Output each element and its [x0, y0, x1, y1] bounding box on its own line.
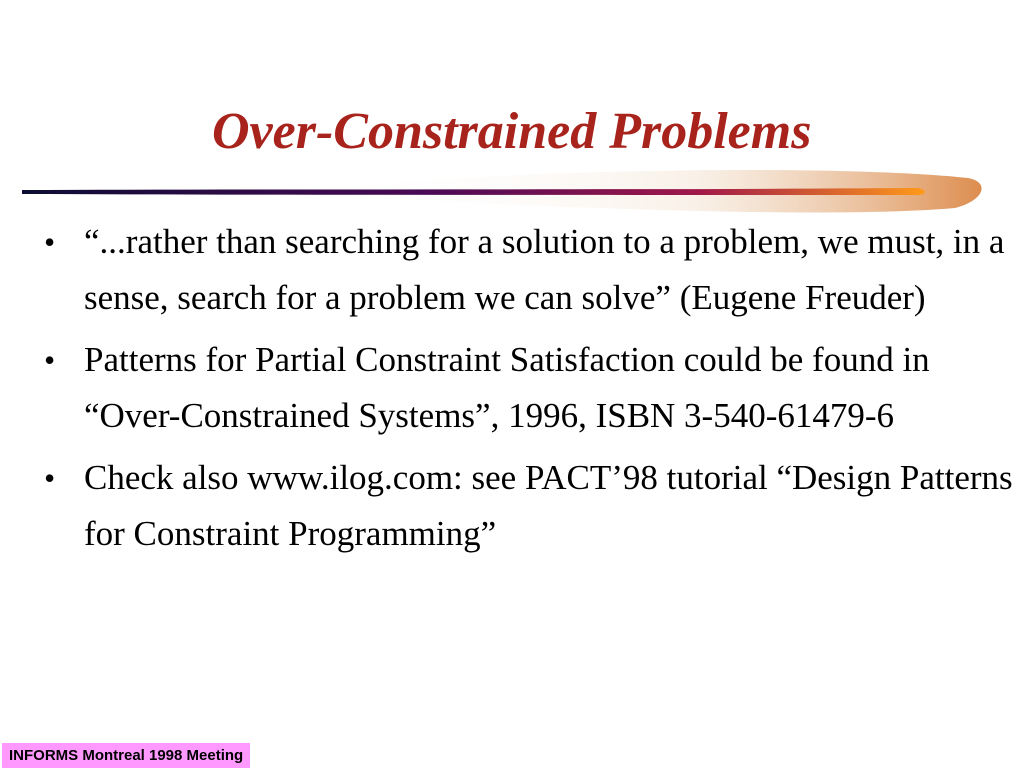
- bullet-text: “...rather than searching for a solution to a problem, we must, in a sense, search for a problem we can solve” (Eugene Freuder): [84, 222, 1005, 317]
- bullet-marker: •: [44, 342, 56, 378]
- bullet-text: Check also www.ilog.com: see PACT’98 tutorial “Design Patterns for Constraint Programming”: [84, 458, 1013, 553]
- bullet-marker: •: [44, 460, 56, 496]
- footer-label: INFORMS Montreal 1998 Meeting: [2, 743, 250, 768]
- bullet-item: [44, 332, 1019, 444]
- bullet-text: Patterns for Partial Constraint Satisfaction could be found in “Over-Constrained Systems”, 1996, ISBN 3-540-61479-6: [84, 340, 930, 435]
- bullet-item: [44, 214, 1019, 326]
- slide-title: Over-Constrained Problems: [212, 103, 812, 160]
- bullet-list: [44, 214, 1019, 568]
- bullet-item: [44, 450, 1019, 562]
- bullet-marker: •: [44, 224, 56, 260]
